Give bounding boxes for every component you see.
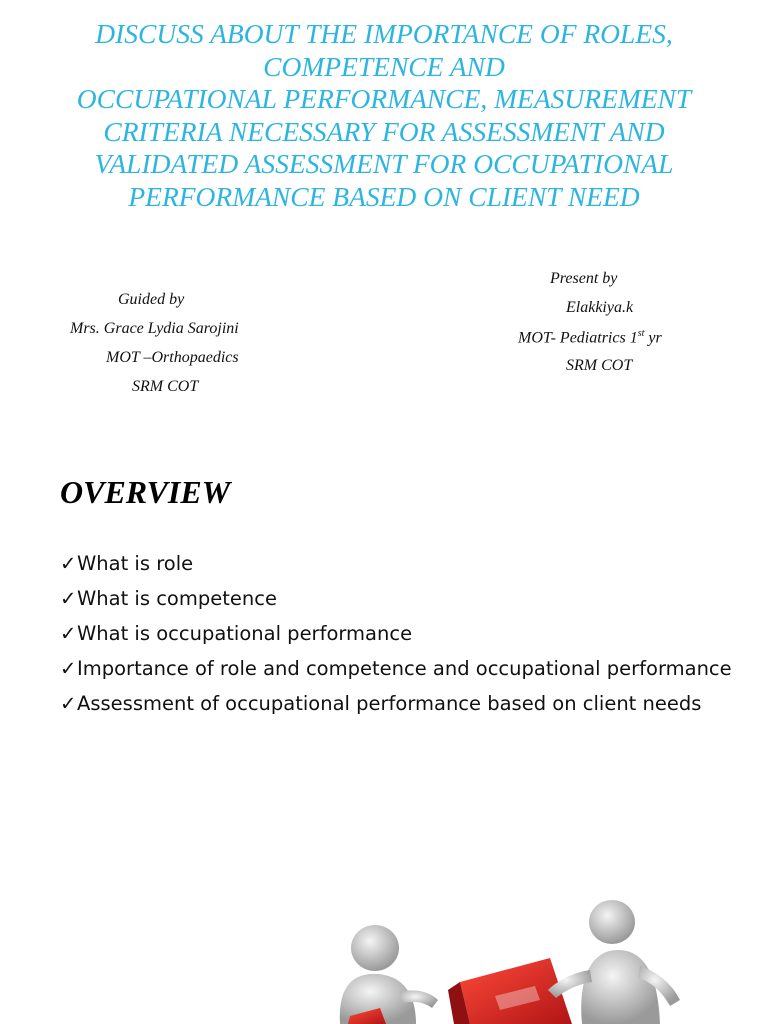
- title-line: CRITERIA NECESSARY FOR ASSESSMENT AND: [103, 115, 665, 147]
- title-line: PERFORMANCE BASED ON CLIENT NEED: [128, 180, 640, 212]
- presenter-dept-text: MOT- Pediatrics 1: [518, 329, 638, 347]
- presenter-name: Elakkiya.k: [566, 299, 634, 316]
- presenter-dept-sup: st: [637, 328, 645, 339]
- presenter-dept-suffix: yr: [644, 329, 662, 347]
- check-icon: ✓: [60, 657, 77, 680]
- title-line: DISCUSS ABOUT THE IMPORTANCE OF ROLES,: [95, 18, 673, 49]
- check-icon: ✓: [60, 622, 77, 645]
- list-item: [60, 550, 740, 578]
- list-item-text: Assessment of occupational performance based on client needs: [77, 692, 702, 715]
- presenter-college: SRM COT: [566, 357, 633, 374]
- guide-dept: MOT –Orthopaedics: [106, 349, 239, 366]
- list-item: [60, 655, 740, 683]
- figures-with-puzzle-icon: [320, 900, 760, 1024]
- guide-college: SRM COT: [132, 378, 199, 395]
- list-item: [60, 690, 740, 718]
- presenter-dept: [518, 328, 662, 347]
- presenter-heading: Present by: [550, 270, 618, 287]
- list-item-text: What is competence: [77, 587, 277, 610]
- check-icon: ✓: [60, 552, 77, 575]
- check-icon: ✓: [60, 587, 77, 610]
- overview-list: [60, 550, 740, 725]
- list-item-text: What is occupational performance: [77, 622, 413, 645]
- list-item: [60, 620, 740, 648]
- title-line: OCCUPATIONAL PERFORMANCE, MEASUREMENT: [76, 83, 692, 114]
- overview-heading: OVERVIEW: [60, 474, 231, 510]
- title-line: COMPETENCE AND: [263, 50, 505, 82]
- slide-title: [20, 18, 748, 213]
- list-item-text: Importance of role and competence and occupational performance: [77, 657, 732, 680]
- list-item: [60, 585, 740, 613]
- list-item-text: What is role: [77, 552, 194, 575]
- title-line: VALIDATED ASSESSMENT FOR OCCUPATIONAL: [94, 148, 674, 179]
- guide-name: Mrs. Grace Lydia Sarojini: [70, 320, 239, 337]
- guide-heading: Guided by: [118, 291, 185, 308]
- check-icon: ✓: [60, 692, 77, 715]
